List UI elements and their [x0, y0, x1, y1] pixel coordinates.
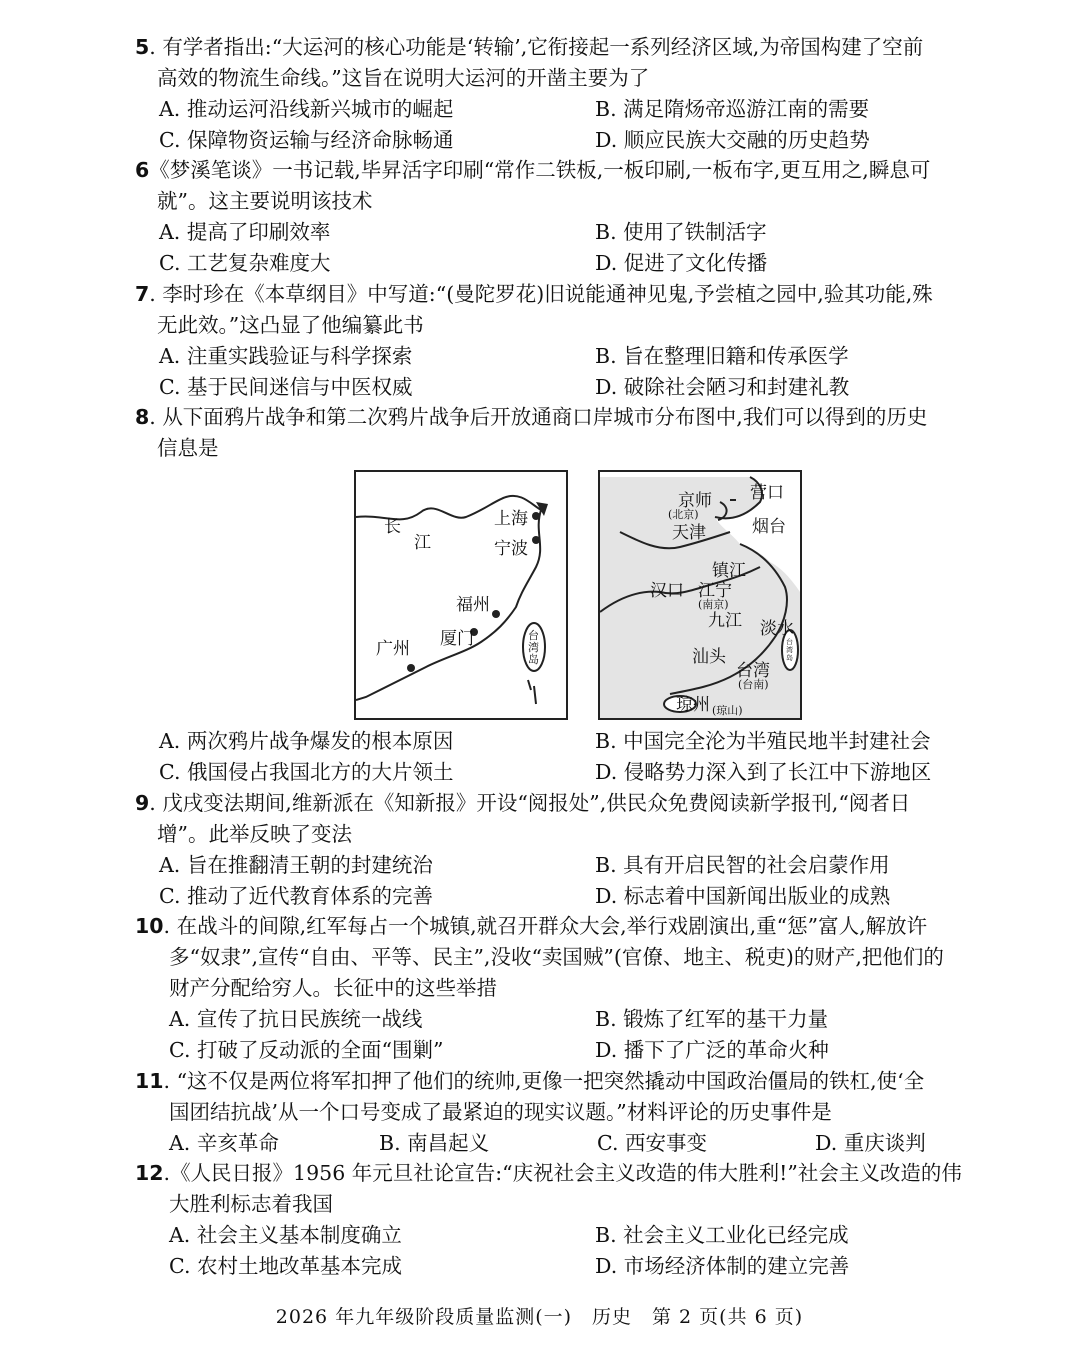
option-d[interactable]: D. 促进了文化传播 [595, 251, 768, 275]
option-b[interactable]: B. 具有开启民智的社会启蒙作用 [595, 853, 890, 877]
option-a[interactable]: A. 注重实践验证与科学探索 [159, 344, 413, 368]
option-c[interactable]: C. 西安事变 [597, 1131, 707, 1155]
map-label: 江宁 [698, 581, 732, 601]
options [135, 1220, 1015, 1282]
option-d[interactable]: D. 顺应民族大交融的历史趋势 [595, 128, 870, 152]
option-c[interactable]: C. 俄国侵占我国北方的大片领土 [159, 760, 454, 784]
map-label: 汉口 [650, 581, 684, 601]
options [135, 217, 1015, 279]
map-label: 宁波 [494, 539, 528, 559]
option-a[interactable]: A. 提高了印刷效率 [159, 220, 331, 244]
options [135, 1004, 1015, 1066]
map-label: 汕头 [692, 647, 726, 667]
page-footer: 2026 年九年级阶段质量监测(一) 历史 第 2 页(共 6 页) [275, 1306, 804, 1328]
question-11: 11. “这不仅是两位将军扣押了他们的统帅,更像一把突然撬动中国政治僵局的铁杠,使‘全 国团结抗战’从一个口号变成了最紧迫的现实议题。”材料评论的历史事件是 A. 辛亥革命 B. 南昌起义 C. 西安事变 D. 重庆谈判 [135, 1066, 1015, 1159]
map-label: 台湾岛 [786, 638, 793, 662]
question-5: 5. 有学者指出:“大运河的核心功能是‘转输’,它衔接起一系列经济区域,为帝国构建了空前 高效的物流生命线。”这旨在说明大运河的开凿主要为了 A. 推动运河沿线新兴城市的崛起 B. 满足隋炀帝巡游江南的需要 C. 保障物资运输与经济命脉畅通 D. 顺应民族大交融的历史趋势 [135, 32, 1015, 156]
map-label: 厦门 [440, 629, 474, 649]
question-stem: 5. 有学者指出:“大运河的核心功能是‘转输’,它衔接起一系列经济区域,为帝国构建了空前 [135, 35, 924, 59]
question-6: 6《梦溪笔谈》一书记载,毕昇活字印刷“常作二铁板,一板印刷,一板布字,更互用之,瞬息可 就”。这主要说明该技术 A. 提高了印刷效率 B. 使用了铁制活字 C. 工艺复杂难度大 D. 促进了文化传播 [135, 155, 1015, 279]
option-b[interactable]: B. 中国完全沦为半殖民地半封建社会 [595, 729, 931, 753]
map-label: 台湾 [736, 661, 770, 681]
question-12: 12.《人民日报》1956 年元旦社论宣告:“庆祝社会主义改造的伟大胜利!”社会主义改造的伟 大胜利标志着我国 A. 社会主义基本制度确立 B. 社会主义工业化已经完成 C. 农村土地改革基本完成 D. 市场经济体制的建立完善 [135, 1158, 1015, 1282]
map-label: (南京) [698, 598, 729, 611]
option-a[interactable]: A. 旨在推翻清王朝的封建统治 [159, 853, 433, 877]
option-b[interactable]: B. 南昌起义 [379, 1131, 490, 1155]
option-b[interactable]: B. 满足隋炀帝巡游江南的需要 [595, 97, 870, 121]
map-label: 九江 [708, 611, 742, 631]
map-label: 营口 [750, 483, 784, 503]
question-stem: 9. 戊戌变法期间,维新派在《知新报》开设“阅报处”,供民众免费阅读新学报刊,“阅者日 [135, 791, 911, 815]
option-d[interactable]: D. 市场经济体制的建立完善 [595, 1254, 850, 1278]
option-c[interactable]: C. 保障物资运输与经济命脉畅通 [159, 128, 454, 152]
question-stem: 8. 从下面鸦片战争和第二次鸦片战争后开放通商口岸城市分布图中,我们可以得到的历史 [135, 405, 928, 429]
map-label: 烟台 [752, 517, 786, 537]
option-c[interactable]: C. 推动了近代教育体系的完善 [159, 884, 433, 908]
option-c[interactable]: C. 打破了反动派的全面“围剿” [169, 1038, 444, 1062]
question-stem: 10. 在战斗的间隙,红军每占一个城镇,就召开群众大会,举行戏剧演出,重“惩”富人,解放许 [135, 914, 928, 938]
map-label: 天津 [672, 523, 706, 543]
question-8: 8. 从下面鸦片战争和第二次鸦片战争后开放通商口岸城市分布图中,我们可以得到的历史 信息是 [135, 402, 1015, 464]
option-d[interactable]: D. 播下了广泛的革命火种 [595, 1038, 829, 1062]
option-b[interactable]: B. 旨在整理旧籍和传承医学 [595, 344, 849, 368]
question-8-options [135, 726, 1015, 788]
map-label: 镇江 [712, 561, 746, 581]
question-7: 7. 李时珍在《本草纲目》中写道:“(曼陀罗花)旧说能通神见鬼,予尝植之园中,验其功能,殊 无此效。”这凸显了他编纂此书 A. 注重实践验证与科学探索 B. 旨在整理旧籍和传承医学 C. 基于民间迷信与中医权威 D. 破除社会陋习和封建礼教 [135, 279, 1015, 403]
options [135, 850, 1015, 912]
option-b[interactable]: B. 使用了铁制活字 [595, 220, 767, 244]
question-10: 10. 在战斗的间隙,红军每占一个城镇,就召开群众大会,举行戏剧演出,重“惩”富人,解放许 多“奴隶”,宣传“自由、平等、民主”,没收“卖国贼”(官僚、地主、税吏)的财产,把他们的 财产分配给穷人。长征中的这些举措 A. 宣传了抗日民族统一战线 B. 锻炼了红军的基干力量 C. 打破了反动派的全面“围剿” D. 播下了广泛的革命火种 [135, 911, 1015, 1066]
map-label: (琼山) [712, 704, 743, 717]
map-second-opium-war-ports [598, 470, 802, 720]
question-stem: 6《梦溪笔谈》一书记载,毕昇活字印刷“常作二铁板,一板印刷,一板布字,更互用之,瞬息可 [135, 158, 931, 182]
map-label: 京师 [678, 491, 712, 511]
option-c[interactable]: C. 农村土地改革基本完成 [169, 1254, 402, 1278]
question-stem: 12.《人民日报》1956 年元旦社论宣告:“庆祝社会主义改造的伟大胜利!”社会主义改造的伟 [135, 1161, 962, 1185]
option-d[interactable]: D. 重庆谈判 [815, 1131, 926, 1155]
question-stem: 7. 李时珍在《本草纲目》中写道:“(曼陀罗花)旧说能通神见鬼,予尝植之园中,验其功能,殊 [135, 282, 933, 306]
option-c[interactable]: C. 基于民间迷信与中医权威 [159, 375, 413, 399]
question-stem: 11. “这不仅是两位将军扣押了他们的统帅,更像一把突然撬动中国政治僵局的铁杠,使‘全 [135, 1069, 925, 1093]
option-d[interactable]: D. 破除社会陋习和封建礼教 [595, 375, 850, 399]
map-label: 琼州 [676, 695, 710, 715]
map-label: 江 [414, 533, 431, 553]
map-label: 淡水 [760, 619, 794, 639]
options [135, 94, 1015, 156]
option-a[interactable]: A. 两次鸦片战争爆发的根本原因 [159, 729, 454, 753]
option-a[interactable]: A. 推动运河沿线新兴城市的崛起 [159, 97, 454, 121]
option-a[interactable]: A. 社会主义基本制度确立 [169, 1223, 402, 1247]
option-d[interactable]: D. 标志着中国新闻出版业的成熟 [595, 884, 891, 908]
option-d[interactable]: D. 侵略势力深入到了长江中下游地区 [595, 760, 932, 784]
options [135, 1128, 1015, 1159]
map-label: 福州 [456, 595, 490, 615]
map-label: 长 [384, 517, 401, 537]
map-label: (北京) [668, 508, 699, 521]
option-c[interactable]: C. 工艺复杂难度大 [159, 251, 331, 275]
map-first-opium-war-ports [354, 470, 568, 720]
option-b[interactable]: B. 社会主义工业化已经完成 [595, 1223, 849, 1247]
options [135, 341, 1015, 403]
map-label: (台南) [738, 678, 769, 691]
option-a[interactable]: A. 宣传了抗日民族统一战线 [169, 1007, 423, 1031]
question-9: 9. 戊戌变法期间,维新派在《知新报》开设“阅报处”,供民众免费阅读新学报刊,“阅者日 增”。此举反映了变法 A. 旨在推翻清王朝的封建统治 B. 具有开启民智的社会启蒙作用 C. 推动了近代教育体系的完善 D. 标志着中国新闻出版业的成熟 [135, 788, 1015, 912]
map-label: 广州 [376, 639, 410, 659]
map-label: 上海 [494, 509, 528, 529]
option-b[interactable]: B. 锻炼了红军的基干力量 [595, 1007, 829, 1031]
option-a[interactable]: A. 辛亥革命 [169, 1131, 279, 1155]
options [135, 726, 1015, 788]
map-label: 台湾岛 [528, 629, 539, 666]
